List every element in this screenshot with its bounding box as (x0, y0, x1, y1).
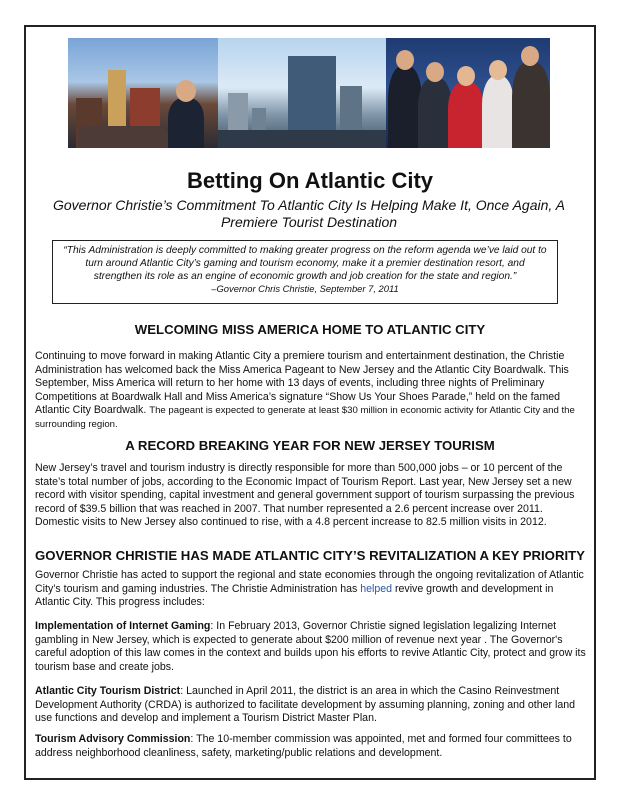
section-body-tourism-record: New Jersey’s travel and tourism industry is directly responsible for more than 500,000 jobs – or 10 percent of the state’s total number of jobs, according to the Economic Impact of Tourism Report. Last year, New Jersey set a new record with visitor spending, capital investment and general government support of tourism surpassing the previous record of $39.5 billion that was reached in 2007. That number represented a 2.6 percent increase over 2011. Domestic visits to New Jersey also continued to rise, with a 4.8 percent increase to 82.5 million visits in 2012. (35, 462, 575, 528)
section-heading-miss-america: WELCOMING MISS AMERICA HOME TO ATLANTIC CITY (134, 322, 486, 337)
quote-text: “This Administration is deeply committed to making greater progress on the reform agenda we’ve laid out to turn around Atlantic City’s gaming and tourism economy, make it a premier destination resort, and strengthen its role as an engine of economic growth and job creation for the state and region.” (63, 245, 547, 282)
item-tourism-district (35, 685, 587, 726)
section-heading-revitalization: GOVERNOR CHRISTIE HAS MADE ATLANTIC CITY’S REVITALIZATION A KEY PRIORITY (35, 548, 585, 563)
section-body-note: The pageant is expected to generate at least $30 million in economic activity for Atlantic City and the surrounding region. (35, 405, 575, 430)
item-text: : Launched in April 2011, the district is an area in which the Casino Reinvestment Development Authority (CRDA) is authorized to facilitate development by assuming planning, zoning and other land use functions and develop and implement a Tourism District Master Plan. (35, 685, 575, 724)
item-label: Tourism Advisory Commission (35, 733, 191, 745)
intro-text-end: revive growth and development in Atlantic City. This progress includes: (35, 582, 554, 608)
section-body-miss-america (35, 350, 587, 431)
item-internet-gaming (35, 620, 587, 674)
helped-link[interactable]: helped (360, 582, 393, 595)
page-title: Betting On Atlantic City (186, 168, 434, 193)
item-text: : In February 2013, Governor Christie signed legislation legalizing Internet gambling in New Jersey, which is expected to generate about $200 million of revenue next year . The Governor's careful adoption of this law comes in the context and builds upon his efforts to revive Atlantic City, protect and grow its tourism base and create jobs. (35, 620, 586, 673)
skyline-photo (218, 38, 386, 148)
quote-attribution: –Governor Chris Christie, September 7, 2011 (211, 283, 399, 295)
quote-box (52, 240, 558, 304)
item-text: : The 10-member commission was appointed, met and formed four committees to address neighborhood cleanliness, safety, marketing/public relations and development. (35, 733, 572, 759)
section-intro-revitalization (35, 569, 587, 610)
item-label: Atlantic City Tourism District (35, 685, 181, 697)
item-label: Implementation of Internet Gaming (35, 620, 211, 632)
photo-banner (68, 38, 550, 148)
boardwalk-photo (68, 38, 218, 148)
item-advisory-commission (35, 733, 587, 760)
intro-text-start: Governor Christie has acted to support the regional and state economies through the ongoing revitalization of Atlantic City’s tourism and gaming industries. The Christie Administration has (35, 569, 584, 595)
page-subtitle: Governor Christie’s Commitment To Atlantic City Is Helping Make It, Once Again, A Premiere Tourist Destination (53, 197, 565, 230)
section-heading-tourism-record: A RECORD BREAKING YEAR FOR NEW JERSEY TOURISM (125, 438, 495, 453)
section-body-text: Continuing to move forward in making Atlantic City a premiere tourism and entertainment destination, the Christie Administration has welcomed back the Miss America Pageant to New Jersey and the Atlantic City Boardwalk. This September, Miss America will return to her home with 13 days of events, including three nights of Preliminary Competitions at Boardwalk Hall and Miss America’s signature “Show Us Your Shoes Parade,” held on the famed Atlantic City Boardwalk. (35, 350, 569, 416)
group-photo (386, 38, 550, 148)
